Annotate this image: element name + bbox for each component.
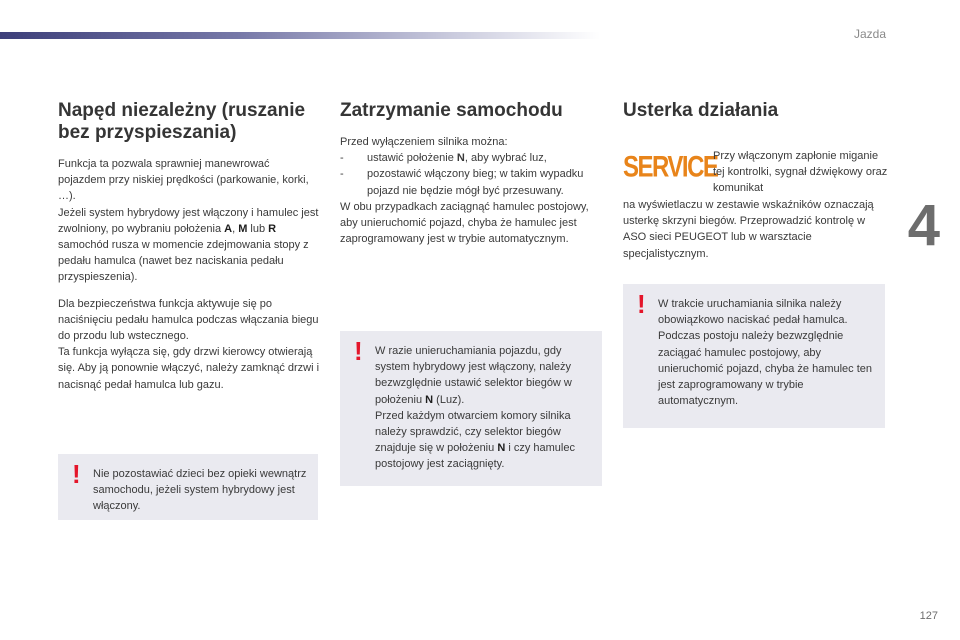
- list-item: - pozostawić włączony bieg; w takim wypadku pojazd nie będzie mógł być przesuwany.: [340, 166, 602, 198]
- exclamation-icon: !: [72, 459, 81, 489]
- section-title: Jazda: [853, 27, 886, 41]
- warning-box: ! Nie pozostawiać dzieci bez opieki wewnątrz samochodu, jeżeli system hybrydowy jest włączony.: [58, 454, 318, 520]
- column-malfunction: [623, 100, 885, 134]
- page-number: 127: [919, 610, 938, 622]
- paragraph: Dla bezpieczeństwa funkcja aktywuje się po naciśnięciu pedału hamulca podczas włączania biegu do przodu lub wstecznego. Ta funkcja wyłącza się, gdy drzwi kierowcy otwierają się. Aby ją ponownie włączyć, należy zamknąć drzwi i nacisnąć pedał hamulca lub gazu.: [58, 297, 320, 391]
- warning-box: ! W razie unieruchamiania pojazdu, gdy system hybrydowy jest włączony, należy bezwzględnie ustawić selektor biegów w położeniu N (Luz). Przed każdym otwarciem komory silnika należy sprawdzić, czy selektor biegów znajduje się w położeniu N i czy hamulec postojowy jest zaciągnięty.: [340, 331, 602, 486]
- section-heading: Usterka działania: [623, 100, 779, 121]
- warning-box: ! W trakcie uruchamiania silnika należy obowiązkowo naciskać pedał hamulca. Podczas postoju należy bezwzględnie zaciągać hamulec postojowy, aby unieruchomić pojazd, chyba że hamulec ten jest zaprogramowany w trybie automatycznym.: [623, 284, 885, 428]
- section-heading: Zatrzymanie samochodu: [340, 100, 563, 121]
- paragraph: Przy włączonym zapłonie miganie tej kontrolki, sygnał dźwiękowy oraz komunikat: [713, 150, 888, 195]
- dash-list: [340, 150, 602, 199]
- exclamation-icon: !: [637, 289, 646, 319]
- service-warning-lamp-icon: SERVICE: [623, 150, 718, 184]
- column-independent-drive: [58, 100, 320, 403]
- paragraph: Funkcja ta pozwala sprawniej manewrować pojazdem przy niskiej prędkości (parkowanie, korki, …). Jeżeli system hybrydowy jest włączony i hamulec jest zwolniony, po wybraniu położenia A, M lub R samochód rusza w momencie zdejmowania stopy z pedału hamulca (nawet bez naciskania pedału przyspieszenia).: [58, 158, 319, 284]
- header-gradient-bar: [0, 32, 600, 39]
- list-item: - ustawić położenie N, aby wybrać luz,: [340, 150, 602, 166]
- paragraph: Przed wyłączeniem silnika można:: [340, 136, 508, 148]
- chapter-number: 4: [907, 193, 940, 258]
- section-heading: Napęd niezależny (ruszanie bez przyspieszania): [58, 100, 306, 143]
- paragraph: W obu przypadkach zaciągnąć hamulec postojowy, aby unieruchomić pojazd, chyba że hamulec jest zaprogramowany jest w trybie automatycznym.: [340, 200, 589, 246]
- column-stopping: [340, 100, 602, 257]
- paragraph: na wyświetlaczu w zestawie wskaźników oznaczają usterkę skrzyni biegów. Przeprowadzić kontrolę w ASO sieci PEUGEOT lub w warsztacie specjalistycznym.: [623, 199, 874, 260]
- exclamation-icon: !: [354, 336, 363, 366]
